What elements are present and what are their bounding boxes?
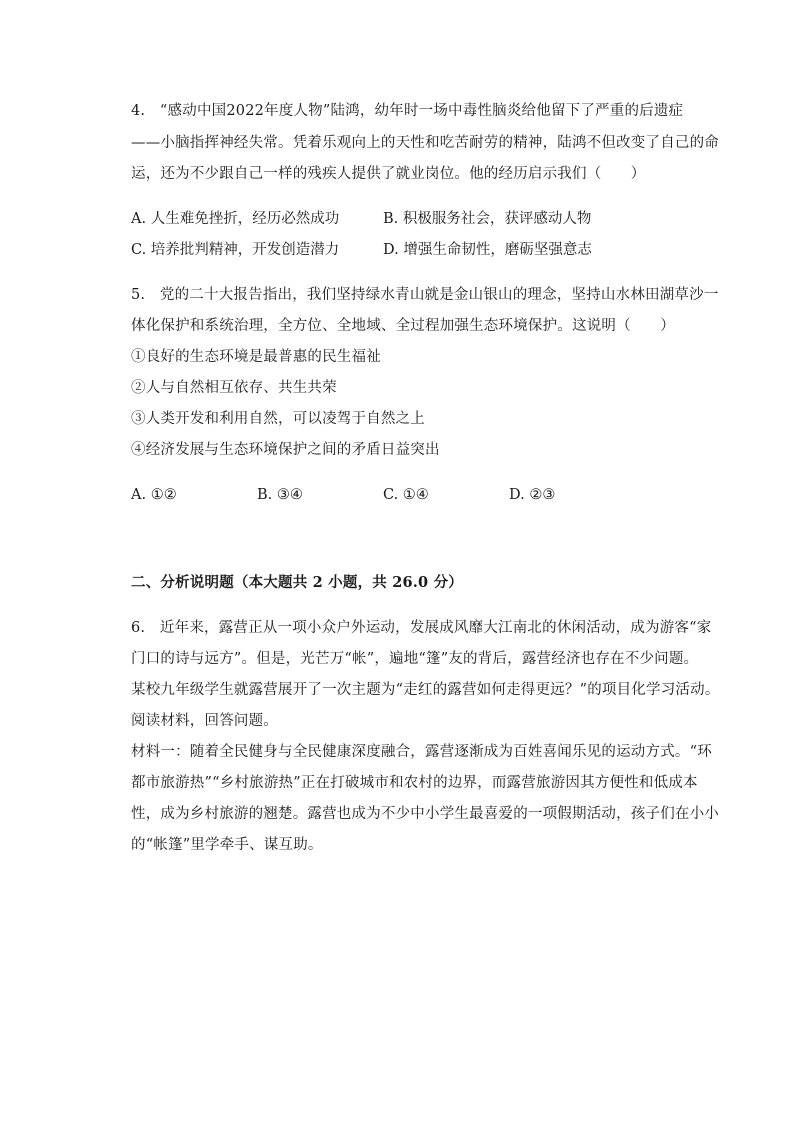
- q5-option-a[interactable]: A. ①②: [131, 487, 177, 503]
- q4-stem-line-1: 4. “感动中国2022年度人物”陆鸿，幼年时一场中毒性脑炎给他留下了严重的后遗症: [131, 103, 684, 119]
- q5-option-b[interactable]: B. ③④: [257, 487, 303, 503]
- q6-material-1-line-3: 性，成为乡村旅游的翘楚。露营也成为不少中小学生最喜爱的一项假期活动，孩子们在小小: [131, 806, 719, 822]
- q5-stem-line-2: 体化保护和系统治理，全方位、全地域、全过程加强生态环境保护。这说明（ ）: [131, 318, 675, 334]
- q4-option-d[interactable]: D. 增强生命韧性，磨砺坚强意志: [383, 242, 592, 258]
- q5-statement-1: ①良好的生态环境是最普惠的民生福祉: [131, 349, 381, 365]
- q4-stem-line-3: 运，还为不少跟自己一样的残疾人提供了就业岗位。他的经历启示我们（ ）: [131, 166, 646, 182]
- q4-option-b[interactable]: B. 积极服务社会，获评感动人物: [383, 211, 592, 227]
- q6-line-1: 6. 近年来，露营正从一项小众户外运动，发展成风靡大江南北的休闲活动，成为游客“家: [131, 620, 712, 636]
- q4-option-c[interactable]: C. 培养批判精神，开发创造潜力: [131, 242, 340, 258]
- q5-stem-line-1: 5. 党的二十大报告指出，我们坚持绿水青山就是金山银山的理念，坚持山水林田湖草沙一: [131, 287, 719, 303]
- q4-option-a[interactable]: A. 人生难免挫折，经历必然成功: [131, 211, 340, 227]
- q6-material-1-line-4: 的“帐篷”里学牵手、谋互助。: [131, 837, 323, 853]
- q5-option-d[interactable]: D. ②③: [509, 487, 556, 503]
- section-2-title: 二、分析说明题（本大题共 2 小题，共 26.0 分）: [131, 574, 463, 591]
- q5-option-c[interactable]: C. ①④: [383, 487, 429, 503]
- q6-line-2: 门口的诗与远方”。但是，光芒万“帐”，遍地“篷”友的背后，露营经济也存在不少问题。: [131, 651, 699, 667]
- q5-statement-3: ③人类开发和利用自然，可以凌驾于自然之上: [131, 411, 425, 427]
- q4-stem-line-2: ——小脑指挥神经失常。凭着乐观向上的天性和吃苦耐劳的精神，陆鸿不但改变了自己的命: [131, 135, 719, 151]
- q6-material-1-line-1: 材料一：随着全民健身与全民健康深度融合，露营逐渐成为百姓喜闻乐见的运动方式。“环: [131, 744, 712, 760]
- q5-statement-4: ④经济发展与生态环境保护之间的矛盾日益突出: [131, 442, 440, 458]
- q6-line-3: 某校九年级学生就露营展开了一次主题为“走红的露营如何走得更远？”的项目化学习活动。: [131, 682, 720, 698]
- q6-line-4: 阅读材料，回答问题。: [131, 713, 278, 729]
- q5-statement-2: ②人与自然相互依存、共生共荣: [131, 380, 337, 396]
- q6-material-1-line-2: 都市旅游热”“乡村旅游热”正在打破城市和农村的边界，而露营旅游因其方便性和低成本: [131, 775, 698, 791]
